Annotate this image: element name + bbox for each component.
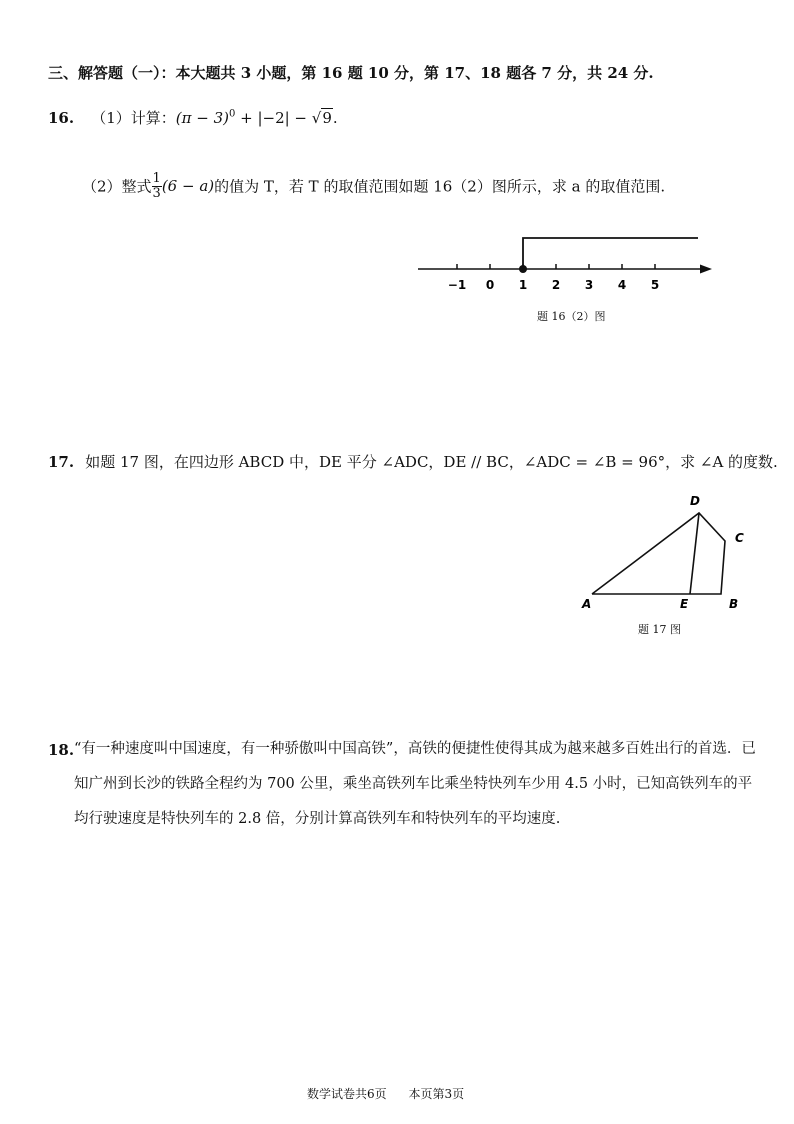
quadrilateral-figure [572, 488, 762, 616]
footer-total-pages: 数学试卷共6页 [307, 1087, 387, 1101]
question-16-number: 16. [48, 109, 75, 127]
footer-current-page: 本页第3页 [408, 1087, 465, 1101]
number-line-tick-label: 2 [551, 278, 561, 292]
q16-part2-label: （2）整式 [82, 177, 152, 196]
footer [307, 1085, 464, 1102]
number-line-tick-label: 4 [617, 278, 627, 292]
label-d: D [690, 494, 700, 508]
question-18-number: 18. [48, 741, 75, 759]
number-line-figure [410, 225, 730, 305]
sqrt-sign: √ [311, 109, 322, 127]
number-line-tick-label: 3 [584, 278, 594, 292]
q17-figure-caption: 题 17 图 [638, 623, 681, 636]
number-line-tick-label: 5 [650, 278, 660, 292]
q16-part1-exponent: 0 [228, 108, 236, 120]
fraction-denominator: 3 [152, 185, 161, 201]
sqrt-radicand: 9 [322, 109, 332, 127]
number-line-tick-label: 1 [518, 278, 528, 292]
label-b: B [729, 597, 739, 611]
label-a: A [582, 597, 592, 611]
arrow-right-icon [700, 265, 712, 274]
q16-part1-end: . [332, 109, 338, 127]
q17-text: 如题 17 图，在四边形 ABCD 中，DE 平分 ∠ADC，DE // BC，∠ADC = ∠B = 96°，求 ∠A 的度数. [85, 453, 778, 471]
question-17-number: 17. [48, 453, 75, 471]
q16-part1-expr-b: + |−2| − [235, 109, 312, 127]
label-c: C [735, 531, 744, 545]
q16-part2 [82, 172, 665, 200]
label-e: E [680, 597, 689, 611]
q18-text: “有一种速度叫中国速度，有一种骄傲叫中国高铁”，高铁的便捷性使得其成为越来越多百姓出行的首选．已知广州到长沙的铁路全程约为 700 公里，乘坐高铁列车比乘坐特快列车少用 4.5 小时，已知高铁列车的平均行驶速度是特快列车的 2.8 倍，分别计算高铁列车和特快列车的平均速度. [74, 741, 756, 827]
range-bracket [523, 238, 698, 269]
fraction-numerator: 1 [152, 171, 161, 186]
number-line-tick-label: 0 [485, 278, 495, 292]
q16-part2-expr: (6 − a) [161, 177, 215, 196]
number-line-tick-label: −1 [447, 278, 467, 292]
question-16 [48, 107, 338, 128]
section-title: 三、解答题（一）：本大题共 3 小题，第 16 题 10 分，第 17、18 题各 7 分，共 24 分. [48, 64, 654, 82]
question-17 [48, 451, 778, 472]
segment-de [690, 513, 699, 594]
q16-figure-caption: 题 16（2）图 [537, 310, 606, 323]
q16-part1-label: （1）计算： [91, 109, 176, 127]
fraction-one-third [152, 172, 162, 200]
q16-part2-text: 的值为 T，若 T 的取值范围如题 16（2）图所示，求 a 的取值范围. [214, 177, 666, 196]
solid-point [519, 265, 527, 273]
quadrilateral-abcd [592, 513, 725, 594]
q16-part1-expr-a: (π − 3) [175, 109, 229, 127]
